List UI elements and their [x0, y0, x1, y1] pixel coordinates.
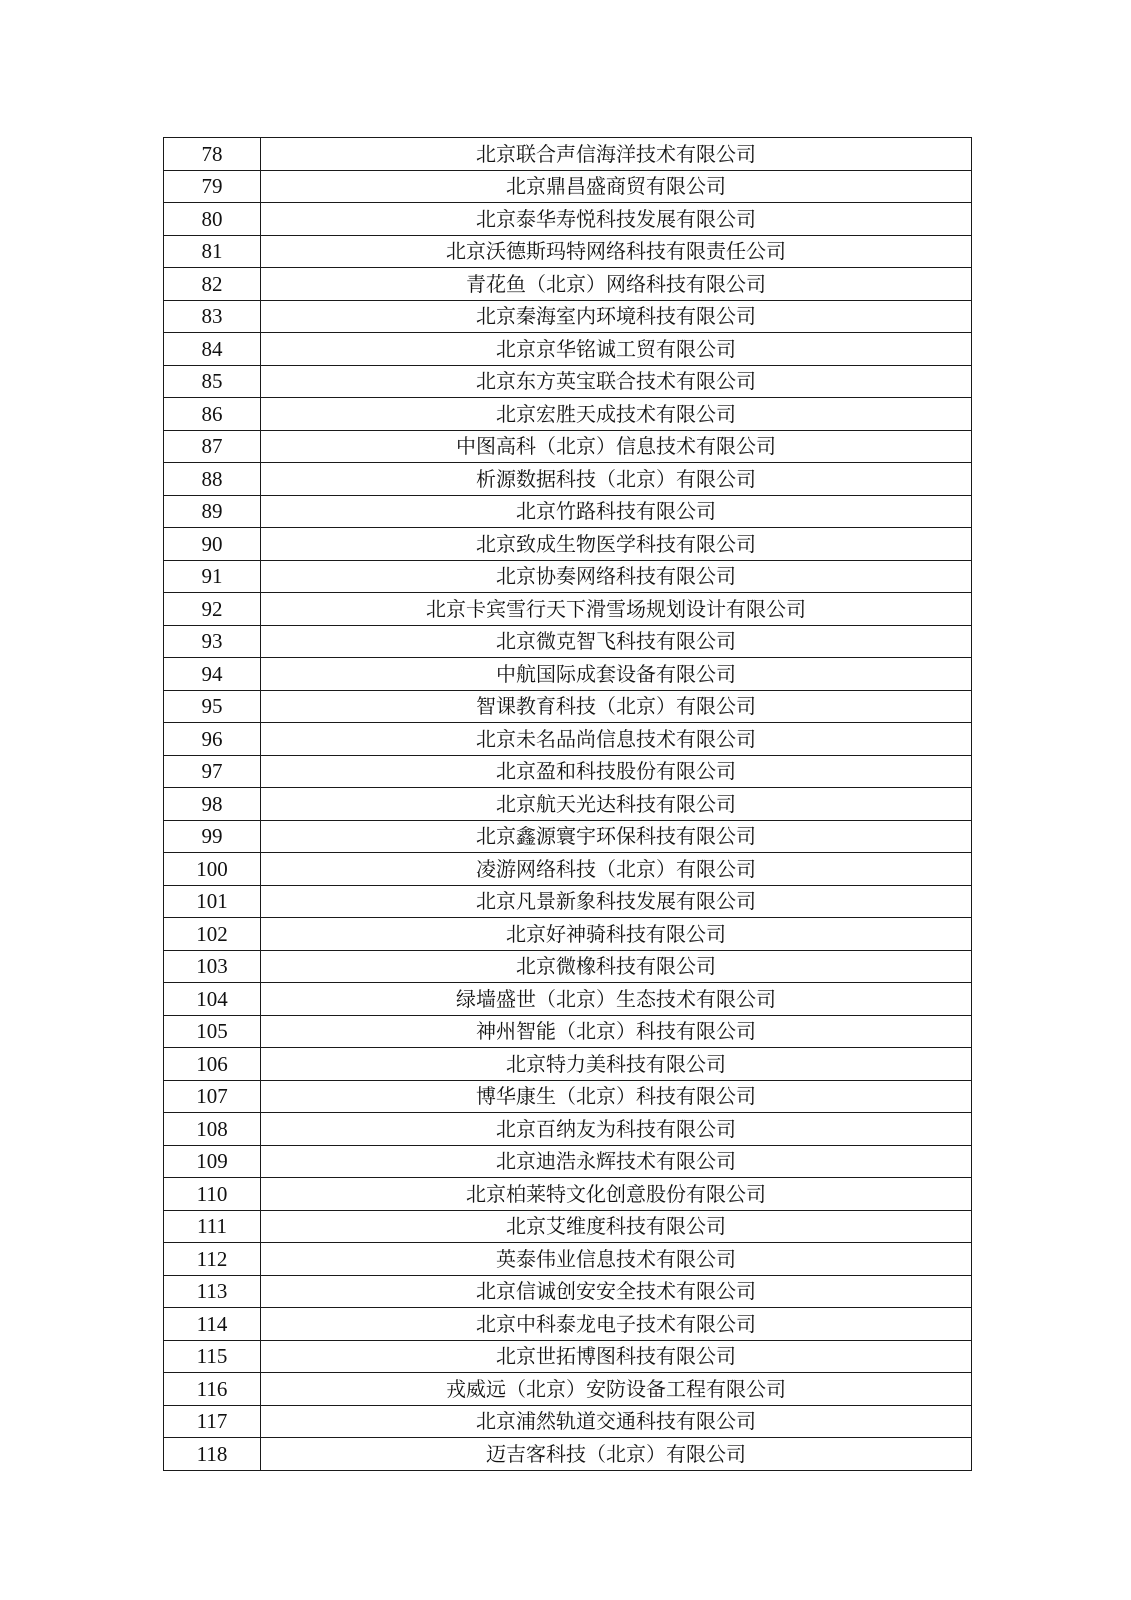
company-name: 北京信诚创安安全技术有限公司 [261, 1275, 972, 1308]
table-row [164, 1145, 972, 1178]
table-row [164, 690, 972, 723]
row-number: 88 [164, 463, 261, 496]
company-name: 北京京华铭诚工贸有限公司 [261, 333, 972, 366]
company-name: 北京迪浩永辉技术有限公司 [261, 1145, 972, 1178]
company-name: 北京浦然轨道交通科技有限公司 [261, 1405, 972, 1438]
table-row [164, 560, 972, 593]
table-row [164, 1080, 972, 1113]
table-row [164, 788, 972, 821]
company-name: 北京百纳友为科技有限公司 [261, 1113, 972, 1146]
table-row [164, 203, 972, 236]
row-number: 108 [164, 1113, 261, 1146]
company-name: 戎威远（北京）安防设备工程有限公司 [261, 1373, 972, 1406]
row-number: 110 [164, 1178, 261, 1211]
row-number: 93 [164, 625, 261, 658]
row-number: 115 [164, 1340, 261, 1373]
table-row [164, 755, 972, 788]
row-number: 107 [164, 1080, 261, 1113]
table-row [164, 950, 972, 983]
row-number: 111 [164, 1210, 261, 1243]
row-number: 101 [164, 885, 261, 918]
company-name: 北京东方英宝联合技术有限公司 [261, 365, 972, 398]
row-number: 90 [164, 528, 261, 561]
company-name: 析源数据科技（北京）有限公司 [261, 463, 972, 496]
row-number: 113 [164, 1275, 261, 1308]
row-number: 103 [164, 950, 261, 983]
company-name: 北京微橡科技有限公司 [261, 950, 972, 983]
table-row [164, 1048, 972, 1081]
table-row [164, 268, 972, 301]
company-name: 北京微克智飞科技有限公司 [261, 625, 972, 658]
row-number: 91 [164, 560, 261, 593]
row-number: 82 [164, 268, 261, 301]
row-number: 85 [164, 365, 261, 398]
table-row [164, 398, 972, 431]
table-row [164, 625, 972, 658]
company-name: 北京未名品尚信息技术有限公司 [261, 723, 972, 756]
row-number: 106 [164, 1048, 261, 1081]
row-number: 80 [164, 203, 261, 236]
company-name: 中航国际成套设备有限公司 [261, 658, 972, 691]
company-name: 北京鼎昌盛商贸有限公司 [261, 170, 972, 203]
table-row [164, 723, 972, 756]
company-name: 北京致成生物医学科技有限公司 [261, 528, 972, 561]
row-number: 102 [164, 918, 261, 951]
row-number: 96 [164, 723, 261, 756]
row-number: 112 [164, 1243, 261, 1276]
company-name: 北京艾维度科技有限公司 [261, 1210, 972, 1243]
company-name: 北京盈和科技股份有限公司 [261, 755, 972, 788]
table-row [164, 138, 972, 171]
table-row [164, 1340, 972, 1373]
row-number: 100 [164, 853, 261, 886]
company-name: 北京凡景新象科技发展有限公司 [261, 885, 972, 918]
row-number: 78 [164, 138, 261, 171]
row-number: 118 [164, 1438, 261, 1471]
company-name: 智课教育科技（北京）有限公司 [261, 690, 972, 723]
table-row [164, 1210, 972, 1243]
table-row [164, 235, 972, 268]
company-name: 北京沃德斯玛特网络科技有限责任公司 [261, 235, 972, 268]
table-row [164, 1438, 972, 1471]
company-name: 北京好神骑科技有限公司 [261, 918, 972, 951]
company-name: 青花鱼（北京）网络科技有限公司 [261, 268, 972, 301]
table-row [164, 463, 972, 496]
table-row [164, 170, 972, 203]
table-row [164, 658, 972, 691]
table-row [164, 983, 972, 1016]
row-number: 86 [164, 398, 261, 431]
table-row [164, 430, 972, 463]
table-row [164, 820, 972, 853]
company-name: 英泰伟业信息技术有限公司 [261, 1243, 972, 1276]
document-page [163, 137, 971, 1471]
table-row [164, 333, 972, 366]
company-name: 博华康生（北京）科技有限公司 [261, 1080, 972, 1113]
row-number: 99 [164, 820, 261, 853]
table-row [164, 593, 972, 626]
table-row [164, 1373, 972, 1406]
table-row [164, 1178, 972, 1211]
table-row [164, 365, 972, 398]
company-name: 北京中科泰龙电子技术有限公司 [261, 1308, 972, 1341]
company-name: 北京泰华寿悦科技发展有限公司 [261, 203, 972, 236]
table-row [164, 1275, 972, 1308]
table-row [164, 1243, 972, 1276]
table-row [164, 885, 972, 918]
table-row [164, 1405, 972, 1438]
company-name: 北京协奏网络科技有限公司 [261, 560, 972, 593]
table-row [164, 1015, 972, 1048]
row-number: 117 [164, 1405, 261, 1438]
row-number: 81 [164, 235, 261, 268]
company-name: 神州智能（北京）科技有限公司 [261, 1015, 972, 1048]
company-name: 凌游网络科技（北京）有限公司 [261, 853, 972, 886]
company-list-table [163, 137, 972, 1471]
row-number: 83 [164, 300, 261, 333]
company-name: 北京特力美科技有限公司 [261, 1048, 972, 1081]
table-row [164, 1308, 972, 1341]
company-name: 北京世拓博图科技有限公司 [261, 1340, 972, 1373]
row-number: 95 [164, 690, 261, 723]
row-number: 104 [164, 983, 261, 1016]
row-number: 92 [164, 593, 261, 626]
company-name: 北京秦海室内环境科技有限公司 [261, 300, 972, 333]
row-number: 114 [164, 1308, 261, 1341]
row-number: 79 [164, 170, 261, 203]
row-number: 116 [164, 1373, 261, 1406]
table-row [164, 528, 972, 561]
table-row [164, 853, 972, 886]
company-name: 中图高科（北京）信息技术有限公司 [261, 430, 972, 463]
table-row [164, 300, 972, 333]
company-name: 北京航天光达科技有限公司 [261, 788, 972, 821]
company-name: 北京卡宾雪行天下滑雪场规划设计有限公司 [261, 593, 972, 626]
row-number: 84 [164, 333, 261, 366]
company-name: 北京宏胜天成技术有限公司 [261, 398, 972, 431]
table-row [164, 1113, 972, 1146]
company-name: 北京柏莱特文化创意股份有限公司 [261, 1178, 972, 1211]
row-number: 89 [164, 495, 261, 528]
row-number: 97 [164, 755, 261, 788]
row-number: 105 [164, 1015, 261, 1048]
table-row [164, 495, 972, 528]
row-number: 109 [164, 1145, 261, 1178]
company-list-body [164, 138, 972, 1471]
company-name: 北京鑫源寰宇环保科技有限公司 [261, 820, 972, 853]
company-name: 迈吉客科技（北京）有限公司 [261, 1438, 972, 1471]
table-row [164, 918, 972, 951]
company-name: 绿墙盛世（北京）生态技术有限公司 [261, 983, 972, 1016]
row-number: 87 [164, 430, 261, 463]
company-name: 北京竹路科技有限公司 [261, 495, 972, 528]
company-name: 北京联合声信海洋技术有限公司 [261, 138, 972, 171]
row-number: 98 [164, 788, 261, 821]
row-number: 94 [164, 658, 261, 691]
